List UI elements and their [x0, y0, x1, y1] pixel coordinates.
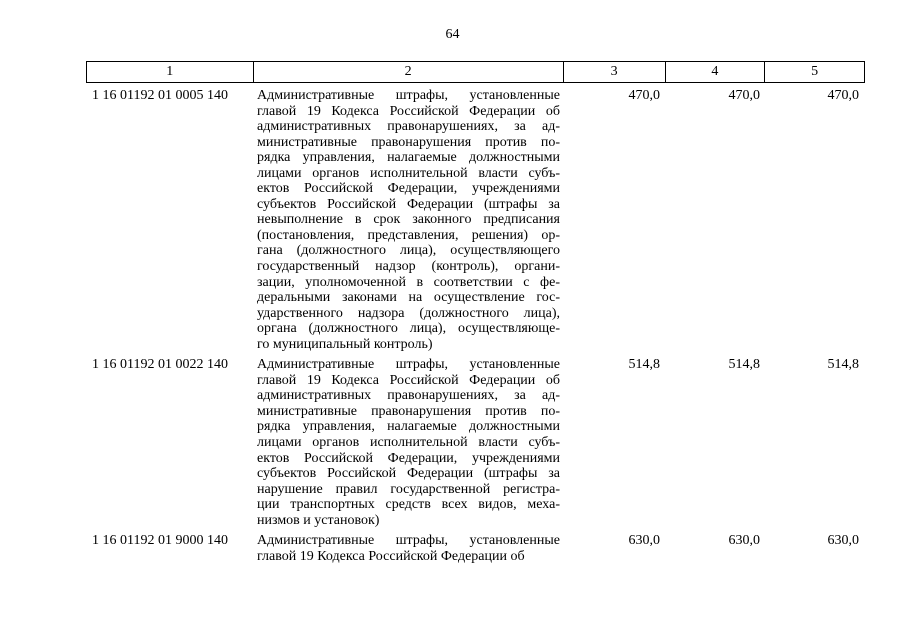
- description-line: деральными законами на осуществление гос-: [257, 290, 560, 306]
- column-header-3: 3: [564, 62, 666, 82]
- table-row: [86, 533, 865, 564]
- description-line: рядка управления, налагаемые должностными: [257, 419, 560, 435]
- description-line: зации, уполномоченной в соответствии с фе-: [257, 274, 560, 290]
- description-line: низмов и установок): [257, 512, 380, 528]
- description-line: невыполнение в срок законного предписания: [257, 212, 560, 228]
- budget-code: 1 16 01192 01 9000 140: [92, 533, 228, 549]
- description-line: гана (должностного лица), осуществляющего: [257, 243, 560, 259]
- description-line: лицами органов исполнительной власти субъ-: [257, 165, 560, 181]
- value-col-3: 470,0: [628, 88, 660, 103]
- column-header-4: 4: [666, 62, 766, 82]
- value-col-5: 470,0: [827, 88, 859, 103]
- description-line: лицами органов исполнительной власти субъ-: [257, 435, 560, 451]
- value-col-4: 470,0: [728, 88, 760, 103]
- value-col-5: 514,8: [827, 357, 859, 373]
- description: [253, 357, 564, 528]
- budget-code: 1 16 01192 01 0005 140: [92, 88, 228, 103]
- description-line: главой 19 Кодекса Российской Федерации об: [257, 548, 525, 564]
- description-line: (постановления, представления, решения) ор-: [257, 227, 560, 243]
- description-line: субъектов Российской Федерации (штрафы за: [257, 466, 560, 482]
- value-col-3: 514,8: [628, 357, 660, 373]
- description-line: Административные штрафы, установленные: [257, 357, 560, 373]
- page-number: 64: [445, 27, 460, 42]
- table-body: [86, 88, 865, 564]
- column-header-5: 5: [811, 64, 819, 79]
- description-line: органа (должностного лица), осуществляюще-: [257, 321, 560, 337]
- description-line: главой 19 Кодекса Российской Федерации об: [257, 103, 560, 119]
- column-header-1: 1: [87, 62, 254, 82]
- description: [253, 533, 564, 564]
- value-col-4: 514,8: [728, 357, 760, 373]
- table-header-row: [86, 61, 865, 83]
- description-line: ции транспортных средств всех видов, меха-: [257, 497, 560, 513]
- description-line: государственный надзор (контроль), органи-: [257, 259, 560, 275]
- description-line: рядка управления, налагаемые должностными: [257, 150, 560, 166]
- description-line: Административные штрафы, установленные: [257, 88, 560, 103]
- description-line: го муниципальный контроль): [257, 336, 433, 352]
- description-line: главой 19 Кодекса Российской Федерации об: [257, 372, 560, 388]
- table-row: [86, 88, 865, 352]
- value-col-4: 630,0: [728, 533, 760, 549]
- description-line: министративные правонарушения против по-: [257, 403, 560, 419]
- description-line: административных правонарушениях, за ад-: [257, 119, 560, 135]
- description-line: Административные штрафы, установленные: [257, 533, 560, 549]
- budget-code: 1 16 01192 01 0022 140: [92, 357, 228, 373]
- value-col-3: 630,0: [628, 533, 660, 549]
- column-header-2: 2: [254, 62, 564, 82]
- value-col-5: 630,0: [827, 533, 859, 549]
- description-line: ектов Российской Федерации, учреждениями: [257, 181, 560, 197]
- description-line: министративные правонарушения против по-: [257, 134, 560, 150]
- description-line: административных правонарушениях, за ад-: [257, 388, 560, 404]
- description-line: субъектов Российской Федерации (штрафы за: [257, 196, 560, 212]
- description-line: ектов Российской Федерации, учреждениями: [257, 450, 560, 466]
- description: [253, 88, 564, 352]
- table-row: [86, 357, 865, 528]
- description-line: ударственного надзора (должностного лица),: [257, 305, 560, 321]
- description-line: нарушение правил государственной регистра-: [257, 481, 560, 497]
